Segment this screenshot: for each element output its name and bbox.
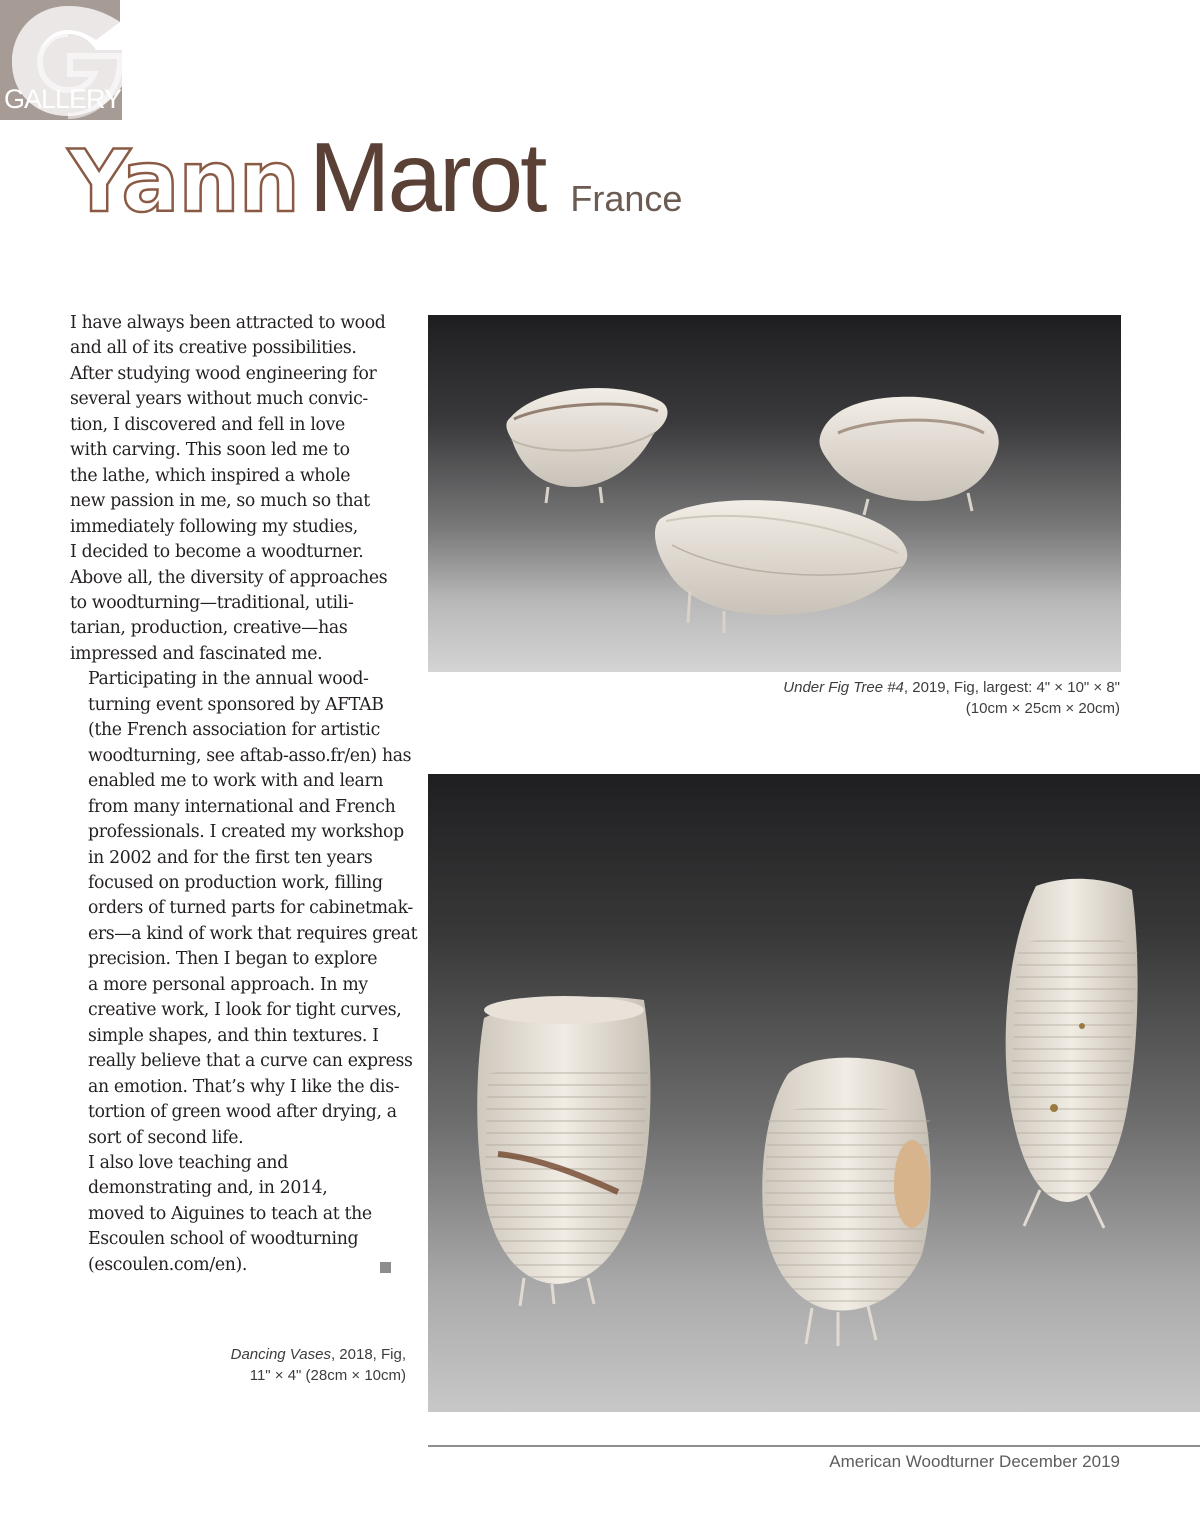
- artist-last-name: Marot: [308, 122, 545, 232]
- paragraph-1: [70, 311, 400, 667]
- text-line: sort of second life.: [88, 1127, 244, 1148]
- caption-title: Dancing Vases: [230, 1346, 331, 1363]
- text-line: enabled me to work with and learn: [88, 771, 384, 792]
- text-line: with carving. This soon led me to: [70, 440, 350, 461]
- text-line: Escoulen school of woodturning: [88, 1229, 359, 1250]
- text-line: I also love teaching and: [88, 1152, 288, 1173]
- gallery-section-badge: [0, 0, 132, 120]
- text-line: the lathe, which inspired a whole: [70, 465, 351, 486]
- caption-details: , 2018, Fig,: [330, 1346, 406, 1363]
- text-line: moved to Aiguines to teach at the: [88, 1203, 372, 1224]
- text-line: really believe that a curve can express: [88, 1051, 413, 1072]
- text-line: from many international and French: [88, 796, 396, 817]
- text-line: turning event sponsored by AFTAB: [88, 694, 384, 715]
- article-body: [70, 311, 418, 1278]
- text-line: orders of turned parts for cabinetmak-: [88, 898, 413, 919]
- text-line: ers—a kind of work that requires great: [88, 923, 418, 944]
- text-line: tortion of green wood after drying, a: [88, 1102, 397, 1123]
- text-line: After studying wood engineering for: [70, 363, 377, 384]
- text-line: simple shapes, and thin textures. I: [88, 1025, 379, 1046]
- paragraph-2: [70, 667, 418, 1151]
- text-line: immediately following my studies,: [70, 516, 358, 537]
- artist-country: France: [570, 178, 683, 219]
- text-line: focused on production work, filling: [88, 872, 383, 893]
- text-line: precision. Then I began to explore: [88, 949, 378, 970]
- end-of-article-mark: [380, 1262, 391, 1273]
- caption-metric: (10cm × 25cm × 20cm): [965, 700, 1120, 717]
- text-line: (escoulen.com/en).: [88, 1254, 248, 1275]
- text-line: woodturning, see aftab-asso.fr/en) has: [88, 745, 412, 766]
- text-line: and all of its creative possibilities.: [70, 338, 357, 359]
- caption-dimensions: 11" × 4" (28cm × 10cm): [249, 1367, 406, 1384]
- artist-first-name: Yann: [68, 132, 299, 232]
- text-line: (the French association for artistic: [88, 720, 380, 741]
- text-line: new passion in me, so much so that: [70, 491, 370, 512]
- text-line: demonstrating and, in 2014,: [88, 1178, 328, 1199]
- text-line: I have always been attracted to wood: [70, 313, 386, 333]
- text-line: creative work, I look for tight curves,: [88, 1000, 402, 1021]
- text-line: impressed and fascinated me.: [70, 643, 323, 664]
- text-line: I decided to become a woodturner.: [70, 542, 364, 563]
- text-line: Participating in the annual wood-: [88, 669, 369, 690]
- text-line: an emotion. That’s why I like the dis-: [88, 1076, 400, 1097]
- text-line: in 2002 and for the first ten years: [88, 847, 373, 868]
- paragraph-3: [70, 1151, 400, 1278]
- text-line: to woodturning—traditional, utili-: [70, 592, 354, 613]
- text-line: professionals. I created my workshop: [88, 822, 404, 843]
- footer-rule: [428, 1445, 1200, 1447]
- page-footer: American Woodturner December 2019: [829, 1452, 1120, 1471]
- photo-dancing-vases: [428, 774, 1200, 1412]
- photo-under-fig-tree: [428, 315, 1121, 672]
- text-line: Above all, the diversity of approaches: [70, 567, 388, 588]
- text-line: a more personal approach. In my: [88, 974, 368, 995]
- caption-details: , 2019, Fig, largest: 4" × 10" × 8": [903, 679, 1120, 696]
- text-line: tarian, production, creative—has: [70, 618, 348, 639]
- caption-title: Under Fig Tree #4: [783, 679, 904, 696]
- caption-dancing-vases: [200, 1344, 406, 1386]
- page-title: [68, 122, 683, 232]
- caption-under-fig-tree: [700, 677, 1120, 719]
- gallery-label: GALLERY: [4, 84, 122, 114]
- text-line: several years without much convic-: [70, 389, 368, 410]
- text-line: tion, I discovered and fell in love: [70, 414, 345, 435]
